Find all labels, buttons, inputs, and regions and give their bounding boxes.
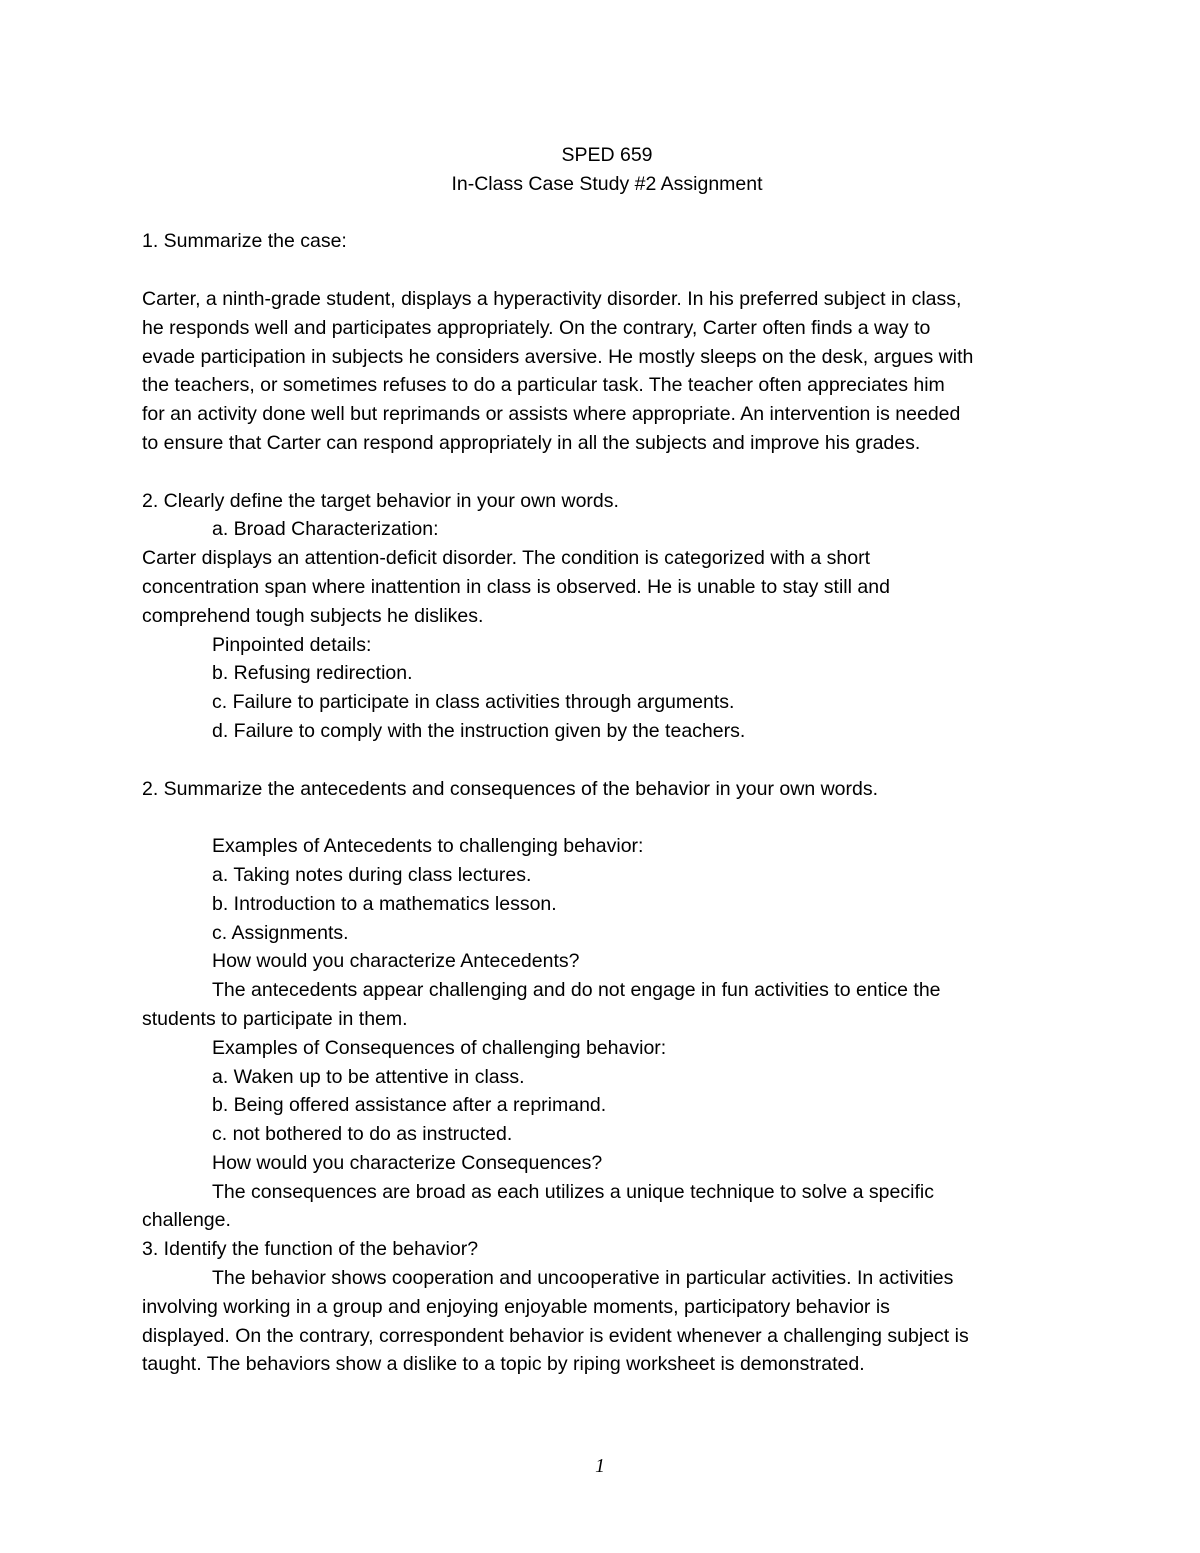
antecedents-label: Examples of Antecedents to challenging behavior: <box>212 835 644 858</box>
spacer <box>142 199 1072 228</box>
pinpointed-details-label: Pinpointed details: <box>212 633 372 656</box>
q3-line: taught. The behaviors show a dislike to a topic by riping worksheet is demonstrated. <box>142 1353 865 1376</box>
consequence-item: b. Being offered assistance after a reprimand. <box>212 1094 607 1117</box>
pinpointed-item: c. Failure to participate in class activities through arguments. <box>212 691 735 714</box>
q1-line: to ensure that Carter can respond appropriately in all the subjects and improve his grades. <box>142 431 921 454</box>
spacer <box>142 803 1072 832</box>
pinpointed-item: d. Failure to comply with the instruction given by the teachers. <box>212 719 746 742</box>
page-number: 1 <box>595 1456 605 1477</box>
broad-line: Carter displays an attention-deficit disorder. The condition is categorized with a short <box>142 547 871 570</box>
antecedent-item: a. Taking notes during class lectures. <box>212 863 532 886</box>
q3-heading: 3. Identify the function of the behavior? <box>142 1238 479 1261</box>
pinpointed-item: b. Refusing redirection. <box>212 662 413 685</box>
q1-heading: 1. Summarize the case: <box>142 230 347 253</box>
course-title: SPED 659 <box>561 144 653 166</box>
q2a-heading: 2. Clearly define the target behavior in your own words. <box>142 489 619 512</box>
q3-line: The behavior shows cooperation and uncooperative in particular activities. In activities <box>212 1267 954 1290</box>
consequence-item: c. not bothered to do as instructed. <box>212 1123 513 1146</box>
q1-line: for an activity done well but reprimands or assists where appropriate. An intervention is needed <box>142 403 961 426</box>
antecedents-answer: students to participate in them. <box>142 1007 408 1030</box>
consequences-answer: challenge. <box>142 1209 231 1232</box>
q3-line: displayed. On the contrary, correspondent behavior is evident whenever a challenging subject is <box>142 1324 969 1347</box>
document-body <box>142 141 1072 1379</box>
broad-line: concentration span where inattention in class is observed. He is unable to stay still and <box>142 575 890 598</box>
broad-line: comprehend tough subjects he dislikes. <box>142 604 484 627</box>
consequence-item: a. Waken up to be attentive in class. <box>212 1065 525 1088</box>
antecedent-item: c. Assignments. <box>212 921 349 944</box>
q1-line: the teachers, or sometimes refuses to do a particular task. The teacher often appreciates him <box>142 374 945 397</box>
consequences-label: Examples of Consequences of challenging behavior: <box>212 1036 667 1059</box>
antecedents-answer: The antecedents appear challenging and do not engage in fun activities to entice the <box>212 979 941 1002</box>
q1-line: evade participation in subjects he considers aversive. He mostly sleeps on the desk, argues with <box>142 345 974 368</box>
antecedents-question: How would you characterize Antecedents? <box>212 950 580 973</box>
q3-line: involving working in a group and enjoying enjoyable moments, participatory behavior is <box>142 1295 890 1318</box>
spacer <box>142 256 1072 285</box>
consequences-answer: The consequences are broad as each utilizes a unique technique to solve a specific <box>212 1180 934 1203</box>
broad-characterization-label: a. Broad Characterization: <box>212 518 439 541</box>
assignment-title: In-Class Case Study #2 Assignment <box>451 172 763 195</box>
q1-line: Carter, a ninth-grade student, displays a hyperactivity disorder. In his preferred subject in class, <box>142 287 962 310</box>
antecedent-item: b. Introduction to a mathematics lesson. <box>212 892 557 915</box>
consequences-question: How would you characterize Consequences? <box>212 1151 603 1174</box>
q1-line: he responds well and participates appropriately. On the contrary, Carter often finds a way to <box>142 316 931 339</box>
spacer <box>142 746 1072 775</box>
q2b-heading: 2. Summarize the antecedents and consequences of the behavior in your own words. <box>142 777 879 800</box>
spacer <box>142 458 1072 487</box>
